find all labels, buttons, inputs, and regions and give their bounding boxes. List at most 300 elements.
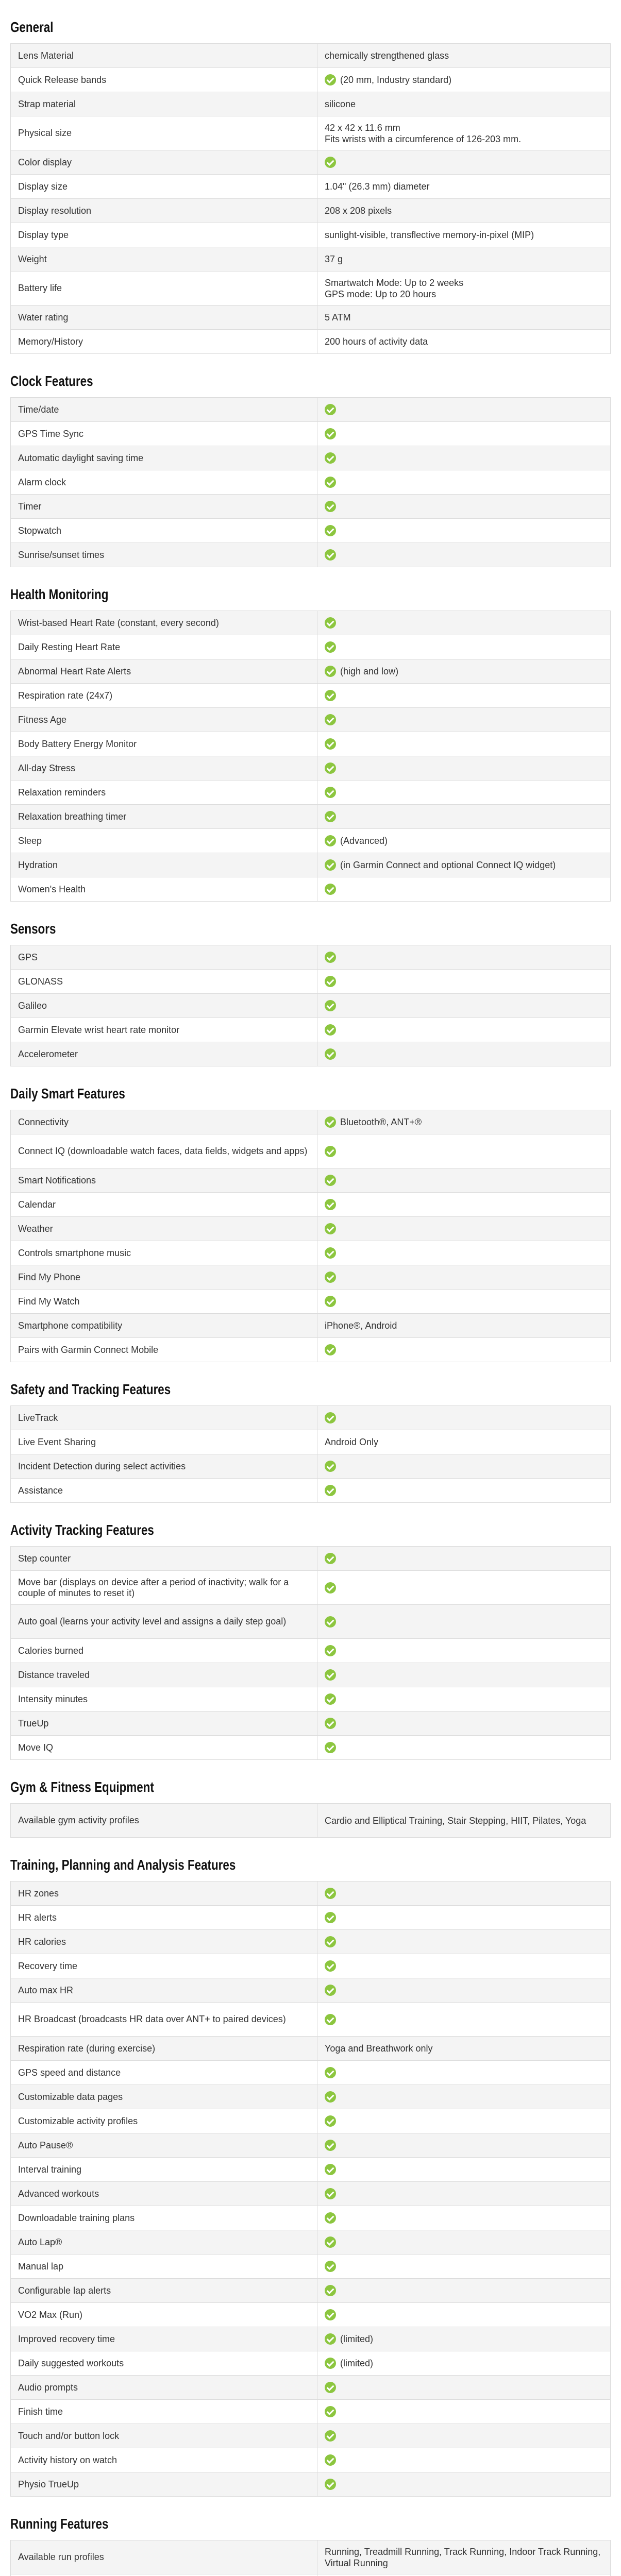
spec-value bbox=[317, 1430, 611, 1454]
spec-row bbox=[11, 2133, 611, 2158]
check-circle-icon bbox=[325, 2382, 336, 2393]
check-circle-icon bbox=[325, 1936, 336, 1947]
spec-value bbox=[317, 2206, 611, 2230]
spec-label: GPS speed and distance bbox=[11, 2061, 317, 2085]
spec-label: Body Battery Energy Monitor bbox=[11, 732, 317, 756]
spec-value bbox=[317, 2037, 611, 2061]
check-circle-icon bbox=[325, 884, 336, 895]
spec-row bbox=[11, 1571, 611, 1605]
spec-label: HR calories bbox=[11, 1930, 317, 1954]
spec-row bbox=[11, 2540, 611, 2574]
check-circle-icon bbox=[325, 2406, 336, 2417]
spec-label: Touch and/or button lock bbox=[11, 2424, 317, 2448]
spec-value bbox=[317, 994, 611, 1018]
spec-value-text: Bluetooth®, ANT+® bbox=[340, 1116, 422, 1127]
spec-row bbox=[11, 1978, 611, 2003]
spec-value bbox=[317, 92, 611, 116]
spec-value bbox=[317, 2303, 611, 2327]
check-circle-icon bbox=[325, 2430, 336, 2442]
spec-row bbox=[11, 1882, 611, 1906]
spec-row bbox=[11, 1110, 611, 1134]
spec-row bbox=[11, 1265, 611, 1290]
spec-label: Galileo bbox=[11, 994, 317, 1018]
spec-row bbox=[11, 2085, 611, 2109]
spec-value bbox=[317, 1639, 611, 1663]
check-circle-icon bbox=[325, 1000, 336, 1011]
spec-label: Color display bbox=[11, 150, 317, 175]
spec-label: Water rating bbox=[11, 306, 317, 330]
spec-label: Activity history on watch bbox=[11, 2448, 317, 2472]
spec-value bbox=[317, 1338, 611, 1362]
spec-value-text: 37 g bbox=[325, 253, 343, 264]
section-title: Daily Smart Features bbox=[10, 1086, 125, 1101]
spec-label: Physical size bbox=[11, 116, 317, 150]
spec-row bbox=[11, 1338, 611, 1362]
spec-value bbox=[317, 2448, 611, 2472]
section-title: Activity Tracking Features bbox=[10, 1522, 154, 1538]
spec-label: Intensity minutes bbox=[11, 1687, 317, 1711]
spec-row bbox=[11, 1042, 611, 1066]
check-circle-icon bbox=[325, 2261, 336, 2272]
spec-label: Step counter bbox=[11, 1547, 317, 1571]
spec-row bbox=[11, 150, 611, 175]
check-circle-icon bbox=[325, 1693, 336, 1705]
spec-label: Connectivity bbox=[11, 1110, 317, 1134]
spec-value bbox=[317, 1241, 611, 1265]
spec-value bbox=[317, 2085, 611, 2109]
spec-row bbox=[11, 2206, 611, 2230]
check-circle-icon bbox=[325, 157, 336, 168]
spec-row bbox=[11, 1711, 611, 1736]
spec-label: Available gym activity profiles bbox=[11, 1804, 317, 1838]
spec-value bbox=[317, 1571, 611, 1605]
spec-row bbox=[11, 1193, 611, 1217]
spec-row bbox=[11, 175, 611, 199]
check-circle-icon bbox=[325, 952, 336, 963]
spec-table bbox=[10, 2540, 611, 2576]
spec-label: Distance traveled bbox=[11, 1663, 317, 1687]
spec-label: Daily Resting Heart Rate bbox=[11, 635, 317, 659]
spec-row bbox=[11, 1018, 611, 1042]
check-circle-icon bbox=[325, 1247, 336, 1259]
spec-label: Time/date bbox=[11, 398, 317, 422]
check-circle-icon bbox=[325, 1553, 336, 1564]
spec-label: Finish time bbox=[11, 2400, 317, 2424]
spec-table bbox=[10, 1881, 611, 2497]
spec-label bbox=[11, 2574, 317, 2576]
spec-value-text: Running, Treadmill Running, Track Running, Indoor Track Running, Virtual Running bbox=[325, 2546, 601, 2568]
spec-row bbox=[11, 1736, 611, 1760]
spec-table bbox=[10, 611, 611, 902]
spec-row bbox=[11, 829, 611, 853]
spec-table bbox=[10, 1110, 611, 1362]
spec-label: Women's Health bbox=[11, 877, 317, 902]
check-circle-icon bbox=[325, 811, 336, 822]
spec-row bbox=[11, 1217, 611, 1241]
spec-value bbox=[317, 2255, 611, 2279]
spec-label: Configurable lap alerts bbox=[11, 2279, 317, 2303]
check-circle-icon bbox=[325, 2067, 336, 2078]
check-circle-icon bbox=[325, 2333, 336, 2345]
check-circle-icon bbox=[325, 1024, 336, 1036]
spec-value bbox=[317, 495, 611, 519]
spec-value-text: (20 mm, Industry standard) bbox=[340, 74, 452, 85]
spec-value bbox=[317, 732, 611, 756]
spec-row bbox=[11, 1954, 611, 1978]
spec-label: HR Broadcast (broadcasts HR data over ANT+ to paired devices) bbox=[11, 2003, 317, 2037]
spec-label: Stopwatch bbox=[11, 519, 317, 543]
check-circle-icon bbox=[325, 1582, 336, 1594]
spec-value bbox=[317, 829, 611, 853]
spec-label: Interval training bbox=[11, 2158, 317, 2182]
spec-value bbox=[317, 2424, 611, 2448]
spec-label: Respiration rate (24x7) bbox=[11, 684, 317, 708]
spec-value-text: (limited) bbox=[340, 2358, 374, 2368]
spec-value bbox=[317, 877, 611, 902]
spec-label: Weather bbox=[11, 1217, 317, 1241]
spec-value bbox=[317, 805, 611, 829]
spec-row bbox=[11, 116, 611, 150]
spec-value bbox=[317, 1110, 611, 1134]
spec-value bbox=[317, 659, 611, 684]
check-circle-icon bbox=[325, 2164, 336, 2175]
spec-row bbox=[11, 2400, 611, 2424]
section-safety-and-tracking-features bbox=[10, 1374, 611, 1503]
spec-label: Relaxation breathing timer bbox=[11, 805, 317, 829]
spec-value bbox=[317, 611, 611, 635]
spec-value bbox=[317, 781, 611, 805]
check-circle-icon bbox=[325, 428, 336, 439]
spec-table bbox=[10, 397, 611, 567]
spec-row bbox=[11, 2303, 611, 2327]
spec-value-text: 200 hours of activity data bbox=[325, 336, 428, 347]
spec-label: HR zones bbox=[11, 1882, 317, 1906]
spec-value-text: chemically strengthened glass bbox=[325, 50, 449, 61]
spec-label: GPS bbox=[11, 945, 317, 970]
spec-row bbox=[11, 781, 611, 805]
spec-label: HR alerts bbox=[11, 1906, 317, 1930]
spec-row bbox=[11, 1930, 611, 1954]
spec-value bbox=[317, 2003, 611, 2037]
spec-label: Recovery time bbox=[11, 1954, 317, 1978]
spec-value-text: silicone bbox=[325, 98, 356, 109]
spec-value bbox=[317, 223, 611, 247]
check-circle-icon bbox=[325, 690, 336, 701]
spec-value bbox=[317, 2230, 611, 2255]
spec-label: Accelerometer bbox=[11, 1042, 317, 1066]
spec-label: Alarm clock bbox=[11, 470, 317, 495]
spec-value bbox=[317, 1736, 611, 1760]
spec-label: Improved recovery time bbox=[11, 2327, 317, 2351]
spec-label: Daily suggested workouts bbox=[11, 2351, 317, 2376]
spec-label: Smart Notifications bbox=[11, 1168, 317, 1193]
check-circle-icon bbox=[325, 976, 336, 987]
check-circle-icon bbox=[325, 666, 336, 677]
spec-label: Sleep bbox=[11, 829, 317, 853]
spec-label: Find My Phone bbox=[11, 1265, 317, 1290]
spec-label: GLONASS bbox=[11, 970, 317, 994]
check-circle-icon bbox=[325, 501, 336, 512]
spec-label: All-day Stress bbox=[11, 756, 317, 781]
spec-label: GPS Time Sync bbox=[11, 422, 317, 446]
spec-row bbox=[11, 543, 611, 567]
spec-label: VO2 Max (Run) bbox=[11, 2303, 317, 2327]
spec-value bbox=[317, 2351, 611, 2376]
spec-label: Customizable data pages bbox=[11, 2085, 317, 2109]
spec-label: Respiration rate (during exercise) bbox=[11, 2037, 317, 2061]
section-sensors bbox=[10, 913, 611, 1066]
spec-value bbox=[317, 306, 611, 330]
spec-label: Lens Material bbox=[11, 44, 317, 68]
check-circle-icon bbox=[325, 404, 336, 415]
spec-label: Display size bbox=[11, 175, 317, 199]
spec-value bbox=[317, 2400, 611, 2424]
check-circle-icon bbox=[325, 1912, 336, 1923]
spec-label: Advanced workouts bbox=[11, 2182, 317, 2206]
spec-value bbox=[317, 398, 611, 422]
check-circle-icon bbox=[325, 1742, 336, 1753]
spec-value bbox=[317, 1978, 611, 2003]
spec-row bbox=[11, 1639, 611, 1663]
spec-row bbox=[11, 519, 611, 543]
spec-value bbox=[317, 1314, 611, 1338]
spec-value bbox=[317, 68, 611, 92]
spec-value bbox=[317, 1406, 611, 1430]
spec-value-text: (limited) bbox=[340, 2333, 374, 2344]
spec-row bbox=[11, 1479, 611, 1503]
check-circle-icon bbox=[325, 617, 336, 629]
spec-value-text: iPhone®, Android bbox=[325, 1320, 397, 1331]
spec-row bbox=[11, 1605, 611, 1639]
spec-label: LiveTrack bbox=[11, 1406, 317, 1430]
spec-row bbox=[11, 199, 611, 223]
spec-row bbox=[11, 805, 611, 829]
spec-value-text: 208 x 208 pixels bbox=[325, 205, 392, 216]
spec-row bbox=[11, 1687, 611, 1711]
spec-value bbox=[317, 708, 611, 732]
check-circle-icon bbox=[325, 1199, 336, 1210]
check-circle-icon bbox=[325, 1344, 336, 1355]
spec-value-text: 5 ATM bbox=[325, 312, 351, 323]
check-circle-icon bbox=[325, 787, 336, 798]
check-circle-icon bbox=[325, 1175, 336, 1186]
check-circle-icon bbox=[325, 1048, 336, 1060]
check-circle-icon bbox=[325, 2140, 336, 2151]
spec-row bbox=[11, 223, 611, 247]
spec-row bbox=[11, 684, 611, 708]
spec-label: Fitness Age bbox=[11, 708, 317, 732]
section-running-features bbox=[10, 2508, 611, 2576]
spec-row bbox=[11, 945, 611, 970]
spec-value bbox=[317, 422, 611, 446]
spec-row bbox=[11, 247, 611, 272]
spec-value bbox=[317, 2327, 611, 2351]
spec-value bbox=[317, 175, 611, 199]
spec-value bbox=[317, 1290, 611, 1314]
spec-row bbox=[11, 2351, 611, 2376]
spec-table bbox=[10, 1405, 611, 1503]
check-circle-icon bbox=[325, 1485, 336, 1496]
check-circle-icon bbox=[325, 1272, 336, 1283]
spec-value bbox=[317, 684, 611, 708]
check-circle-icon bbox=[325, 835, 336, 846]
spec-label: Hydration bbox=[11, 853, 317, 877]
check-circle-icon bbox=[325, 641, 336, 653]
check-circle-icon bbox=[325, 2115, 336, 2127]
spec-value bbox=[317, 2376, 611, 2400]
spec-row bbox=[11, 2158, 611, 2182]
spec-value bbox=[317, 1193, 611, 1217]
spec-label: Garmin Elevate wrist heart rate monitor bbox=[11, 1018, 317, 1042]
check-circle-icon bbox=[325, 2188, 336, 2199]
spec-value bbox=[317, 1042, 611, 1066]
spec-label: Memory/History bbox=[11, 330, 317, 354]
spec-row bbox=[11, 1804, 611, 1838]
spec-row bbox=[11, 1241, 611, 1265]
spec-value-text: 42 x 42 x 11.6 mm Fits wrists with a circumference of 126-203 mm. bbox=[325, 122, 522, 144]
spec-value bbox=[317, 519, 611, 543]
check-circle-icon bbox=[325, 1412, 336, 1423]
spec-row bbox=[11, 1168, 611, 1193]
spec-value-text: Yoga and Breathwork only bbox=[325, 2043, 433, 2054]
spec-value bbox=[317, 1479, 611, 1503]
spec-row bbox=[11, 635, 611, 659]
check-circle-icon bbox=[325, 2309, 336, 2320]
section-title: Gym & Fitness Equipment bbox=[10, 1779, 154, 1795]
check-circle-icon bbox=[325, 1985, 336, 1996]
spec-value bbox=[317, 1168, 611, 1193]
spec-label: Calories burned bbox=[11, 1639, 317, 1663]
spec-row bbox=[11, 330, 611, 354]
spec-row bbox=[11, 1906, 611, 1930]
spec-label: Timer bbox=[11, 495, 317, 519]
spec-row bbox=[11, 422, 611, 446]
spec-row bbox=[11, 272, 611, 306]
spec-value bbox=[317, 2182, 611, 2206]
spec-row bbox=[11, 1430, 611, 1454]
section-title: Safety and Tracking Features bbox=[10, 1381, 171, 1397]
spec-label: Find My Watch bbox=[11, 1290, 317, 1314]
spec-row bbox=[11, 853, 611, 877]
spec-value bbox=[317, 1018, 611, 1042]
spec-value bbox=[317, 2574, 611, 2576]
check-circle-icon bbox=[325, 859, 336, 871]
check-circle-icon bbox=[325, 1296, 336, 1307]
spec-value bbox=[317, 2061, 611, 2085]
check-circle-icon bbox=[325, 477, 336, 488]
spec-row bbox=[11, 2472, 611, 2497]
check-circle-icon bbox=[325, 2479, 336, 2490]
spec-label: Calendar bbox=[11, 1193, 317, 1217]
spec-value-text: Android Only bbox=[325, 1436, 379, 1447]
spec-value bbox=[317, 2133, 611, 2158]
spec-row bbox=[11, 2182, 611, 2206]
spec-label: Move bar (displays on device after a period of inactivity; walk for a couple of minutes to reset it) bbox=[11, 1571, 317, 1605]
spec-value bbox=[317, 470, 611, 495]
spec-row bbox=[11, 44, 611, 68]
spec-label: Battery life bbox=[11, 272, 317, 306]
spec-value bbox=[317, 44, 611, 68]
spec-row bbox=[11, 1663, 611, 1687]
spec-value-text: (Advanced) bbox=[340, 835, 388, 846]
spec-value bbox=[317, 1134, 611, 1168]
spec-value bbox=[317, 1547, 611, 1571]
spec-row bbox=[11, 708, 611, 732]
section-training-planning-and-analysis-features bbox=[10, 1849, 611, 2497]
spec-label: Move IQ bbox=[11, 1736, 317, 1760]
section-title: Health Monitoring bbox=[10, 586, 109, 602]
spec-label: Connect IQ (downloadable watch faces, data fields, widgets and apps) bbox=[11, 1134, 317, 1168]
spec-value bbox=[317, 330, 611, 354]
spec-value bbox=[317, 2109, 611, 2133]
spec-value bbox=[317, 756, 611, 781]
spec-value bbox=[317, 247, 611, 272]
spec-value bbox=[317, 1711, 611, 1736]
spec-row bbox=[11, 2037, 611, 2061]
spec-label: Abnormal Heart Rate Alerts bbox=[11, 659, 317, 684]
spec-row bbox=[11, 994, 611, 1018]
spec-value bbox=[317, 1906, 611, 1930]
spec-label: Assistance bbox=[11, 1479, 317, 1503]
spec-label: Downloadable training plans bbox=[11, 2206, 317, 2230]
spec-label: Quick Release bands bbox=[11, 68, 317, 92]
spec-label: Auto max HR bbox=[11, 1978, 317, 2003]
check-circle-icon bbox=[325, 1718, 336, 1729]
spec-value bbox=[317, 1605, 611, 1639]
check-circle-icon bbox=[325, 2236, 336, 2248]
spec-value bbox=[317, 2472, 611, 2497]
spec-table bbox=[10, 945, 611, 1066]
spec-value bbox=[317, 970, 611, 994]
spec-label: Auto Lap® bbox=[11, 2230, 317, 2255]
spec-row bbox=[11, 2061, 611, 2085]
spec-value bbox=[317, 1930, 611, 1954]
spec-row bbox=[11, 1290, 611, 1314]
check-circle-icon bbox=[325, 762, 336, 774]
section-activity-tracking-features bbox=[10, 1514, 611, 1760]
check-circle-icon bbox=[325, 2358, 336, 2369]
spec-value bbox=[317, 199, 611, 223]
check-circle-icon bbox=[325, 1146, 336, 1157]
check-circle-icon bbox=[325, 2454, 336, 2466]
spec-row bbox=[11, 495, 611, 519]
spec-label: Automatic daylight saving time bbox=[11, 446, 317, 470]
spec-value-text: sunlight-visible, transflective memory-in-pixel (MIP) bbox=[325, 229, 534, 240]
spec-label: Audio prompts bbox=[11, 2376, 317, 2400]
spec-value bbox=[317, 1217, 611, 1241]
spec-label: Auto goal (learns your activity level and assigns a daily step goal) bbox=[11, 1605, 317, 1639]
check-circle-icon bbox=[325, 2091, 336, 2103]
spec-value bbox=[317, 543, 611, 567]
section-title: Running Features bbox=[10, 2516, 109, 2532]
spec-value bbox=[317, 116, 611, 150]
spec-label: Live Event Sharing bbox=[11, 1430, 317, 1454]
spec-label: Auto Pause® bbox=[11, 2133, 317, 2158]
spec-label: Pairs with Garmin Connect Mobile bbox=[11, 1338, 317, 1362]
spec-value-text: Smartwatch Mode: Up to 2 weeks GPS mode: Up to 20 hours bbox=[325, 277, 464, 299]
section-title: Training, Planning and Analysis Features bbox=[10, 1857, 236, 1873]
spec-label: Smartphone compatibility bbox=[11, 1314, 317, 1338]
spec-row bbox=[11, 1314, 611, 1338]
check-circle-icon bbox=[325, 1461, 336, 1472]
spec-value bbox=[317, 1954, 611, 1978]
spec-value bbox=[317, 446, 611, 470]
section-general bbox=[10, 11, 611, 354]
spec-label: Manual lap bbox=[11, 2255, 317, 2279]
spec-label: Weight bbox=[11, 247, 317, 272]
spec-label: TrueUp bbox=[11, 1711, 317, 1736]
spec-table bbox=[10, 1546, 611, 1760]
